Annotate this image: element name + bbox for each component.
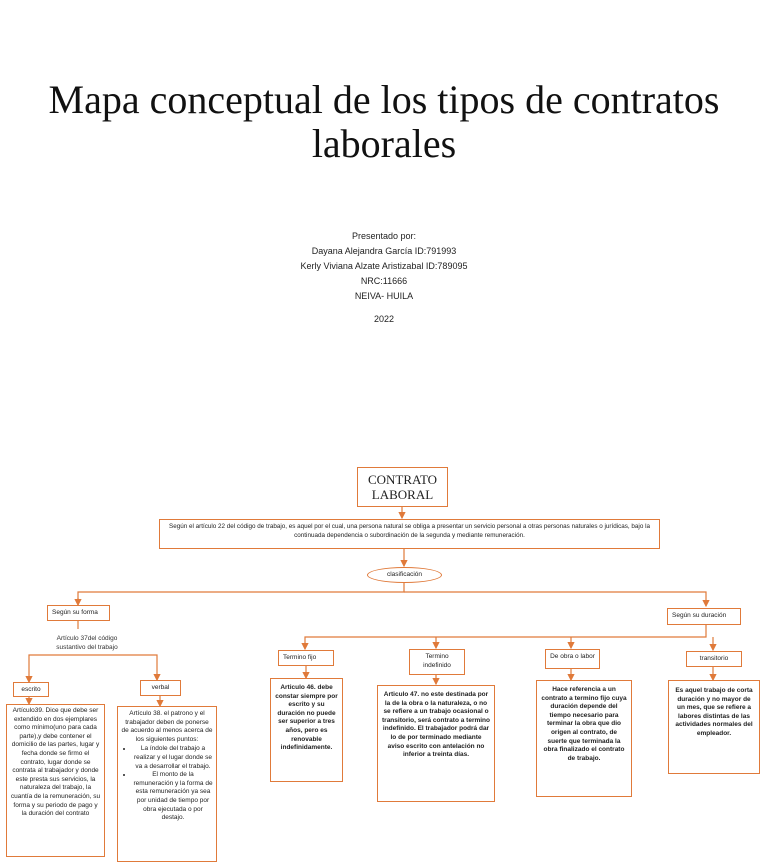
- place: NEIVA- HUILA: [354, 291, 414, 301]
- connector-to-duration: [404, 592, 706, 606]
- connector-duration-down: [305, 625, 706, 649]
- transitory-text: Es aquel trabajo de corta duración y no mayor de un mes, que se refiere a labores distintas de las actividades normales del empleador.: [668, 680, 760, 774]
- by-form-note: Artículo 37del código sustantivo del trabajo: [56, 635, 118, 651]
- verbal-points: [121, 745, 213, 822]
- verbal-text: [117, 706, 217, 862]
- classification-node: clasificación: [367, 567, 442, 583]
- transitory-node: transitorio: [686, 651, 742, 667]
- by-form-node: Según su forma: [47, 605, 110, 621]
- definition-node: Según el artículo 22 del código de trabajo, es aquel por el cual, una persona natural se obliga a presentar un servicio personal a otras personas naturales o jurídicas, bajo la continuada dependencia o subordinación de la segunda y mediante remuneración.: [159, 519, 660, 549]
- written-node: escrito: [13, 682, 49, 697]
- verbal-intro: Artículo 38. el patrono y el trabajador deben de ponerse de acuerdo al menos acerca de los siguientes puntos:: [121, 710, 213, 743]
- by-duration-node: Según su duración: [667, 608, 741, 625]
- verbal-point-1: • La índole del trabajo a realizar y el lugar donde se va a desarrollar el trabajo.: [133, 745, 213, 771]
- root-node: CONTRATO LABORAL: [357, 467, 448, 507]
- written-text: Artículo39. Dice que debe ser extendido en dos ejemplares como mínimo(uno para cada parte),y debe contener el domicilio de las partes, lugar y fecha donde se firmo el contrato, lugar donde se contrata al trabajador y donde este presta sus servicios, la naturaleza del trabajo, la cuantía de la remuneración, su forma y su periodo de pago y la duración del contrato: [6, 704, 105, 857]
- verbal-node: verbal: [140, 680, 181, 696]
- work-contract-text: Hace referencia a un contrato a termino fijo cuya duración depende del tiempo necesario para terminar la obra que dio origen al contrato, de suerte que terminada la obra finalizado el contrato de trabajo.: [536, 680, 632, 797]
- connector-form-split: [78, 655, 157, 680]
- presented-label: Presentado por:: [351, 231, 417, 241]
- verbal-point-2: • El monto de la remuneración y la forma de esta remuneración ya sea por unidad de tiempo por obra ejecutada o por destajo.: [133, 771, 213, 823]
- author-2: Kerly Viviana Alzate Aristizabal ID:789095: [300, 261, 468, 271]
- fixed-term-node: Termino fijo: [278, 650, 334, 666]
- indefinite-term-node: Termino indefinido: [409, 649, 465, 675]
- author-1: Dayana Alejandra García ID:791993: [311, 246, 457, 256]
- nrc: NRC:11666: [360, 276, 408, 286]
- work-contract-node: De obra o labor: [545, 649, 600, 669]
- connector-form-written: [29, 655, 78, 682]
- indefinite-term-text: Articulo 47. no este destinada por la de la obra o la naturaleza, o no se refiere a un trabajo ocasional o transitorio, será contrato a termino indefinido. El trabajador podrá dar lo de por terminado mediante aviso escrito con antelación no inferior a treinta días.: [377, 685, 495, 802]
- connector-class-branches: [78, 583, 404, 606]
- fixed-term-text: Articulo 46. debe constar siempre por escrito y su duración no puede ser superior a tres años, pero es renovable indefinidamente.: [270, 678, 343, 782]
- page-title: Mapa conceptual de los tipos de contratos laborales: [48, 77, 720, 166]
- year: 2022: [373, 314, 395, 324]
